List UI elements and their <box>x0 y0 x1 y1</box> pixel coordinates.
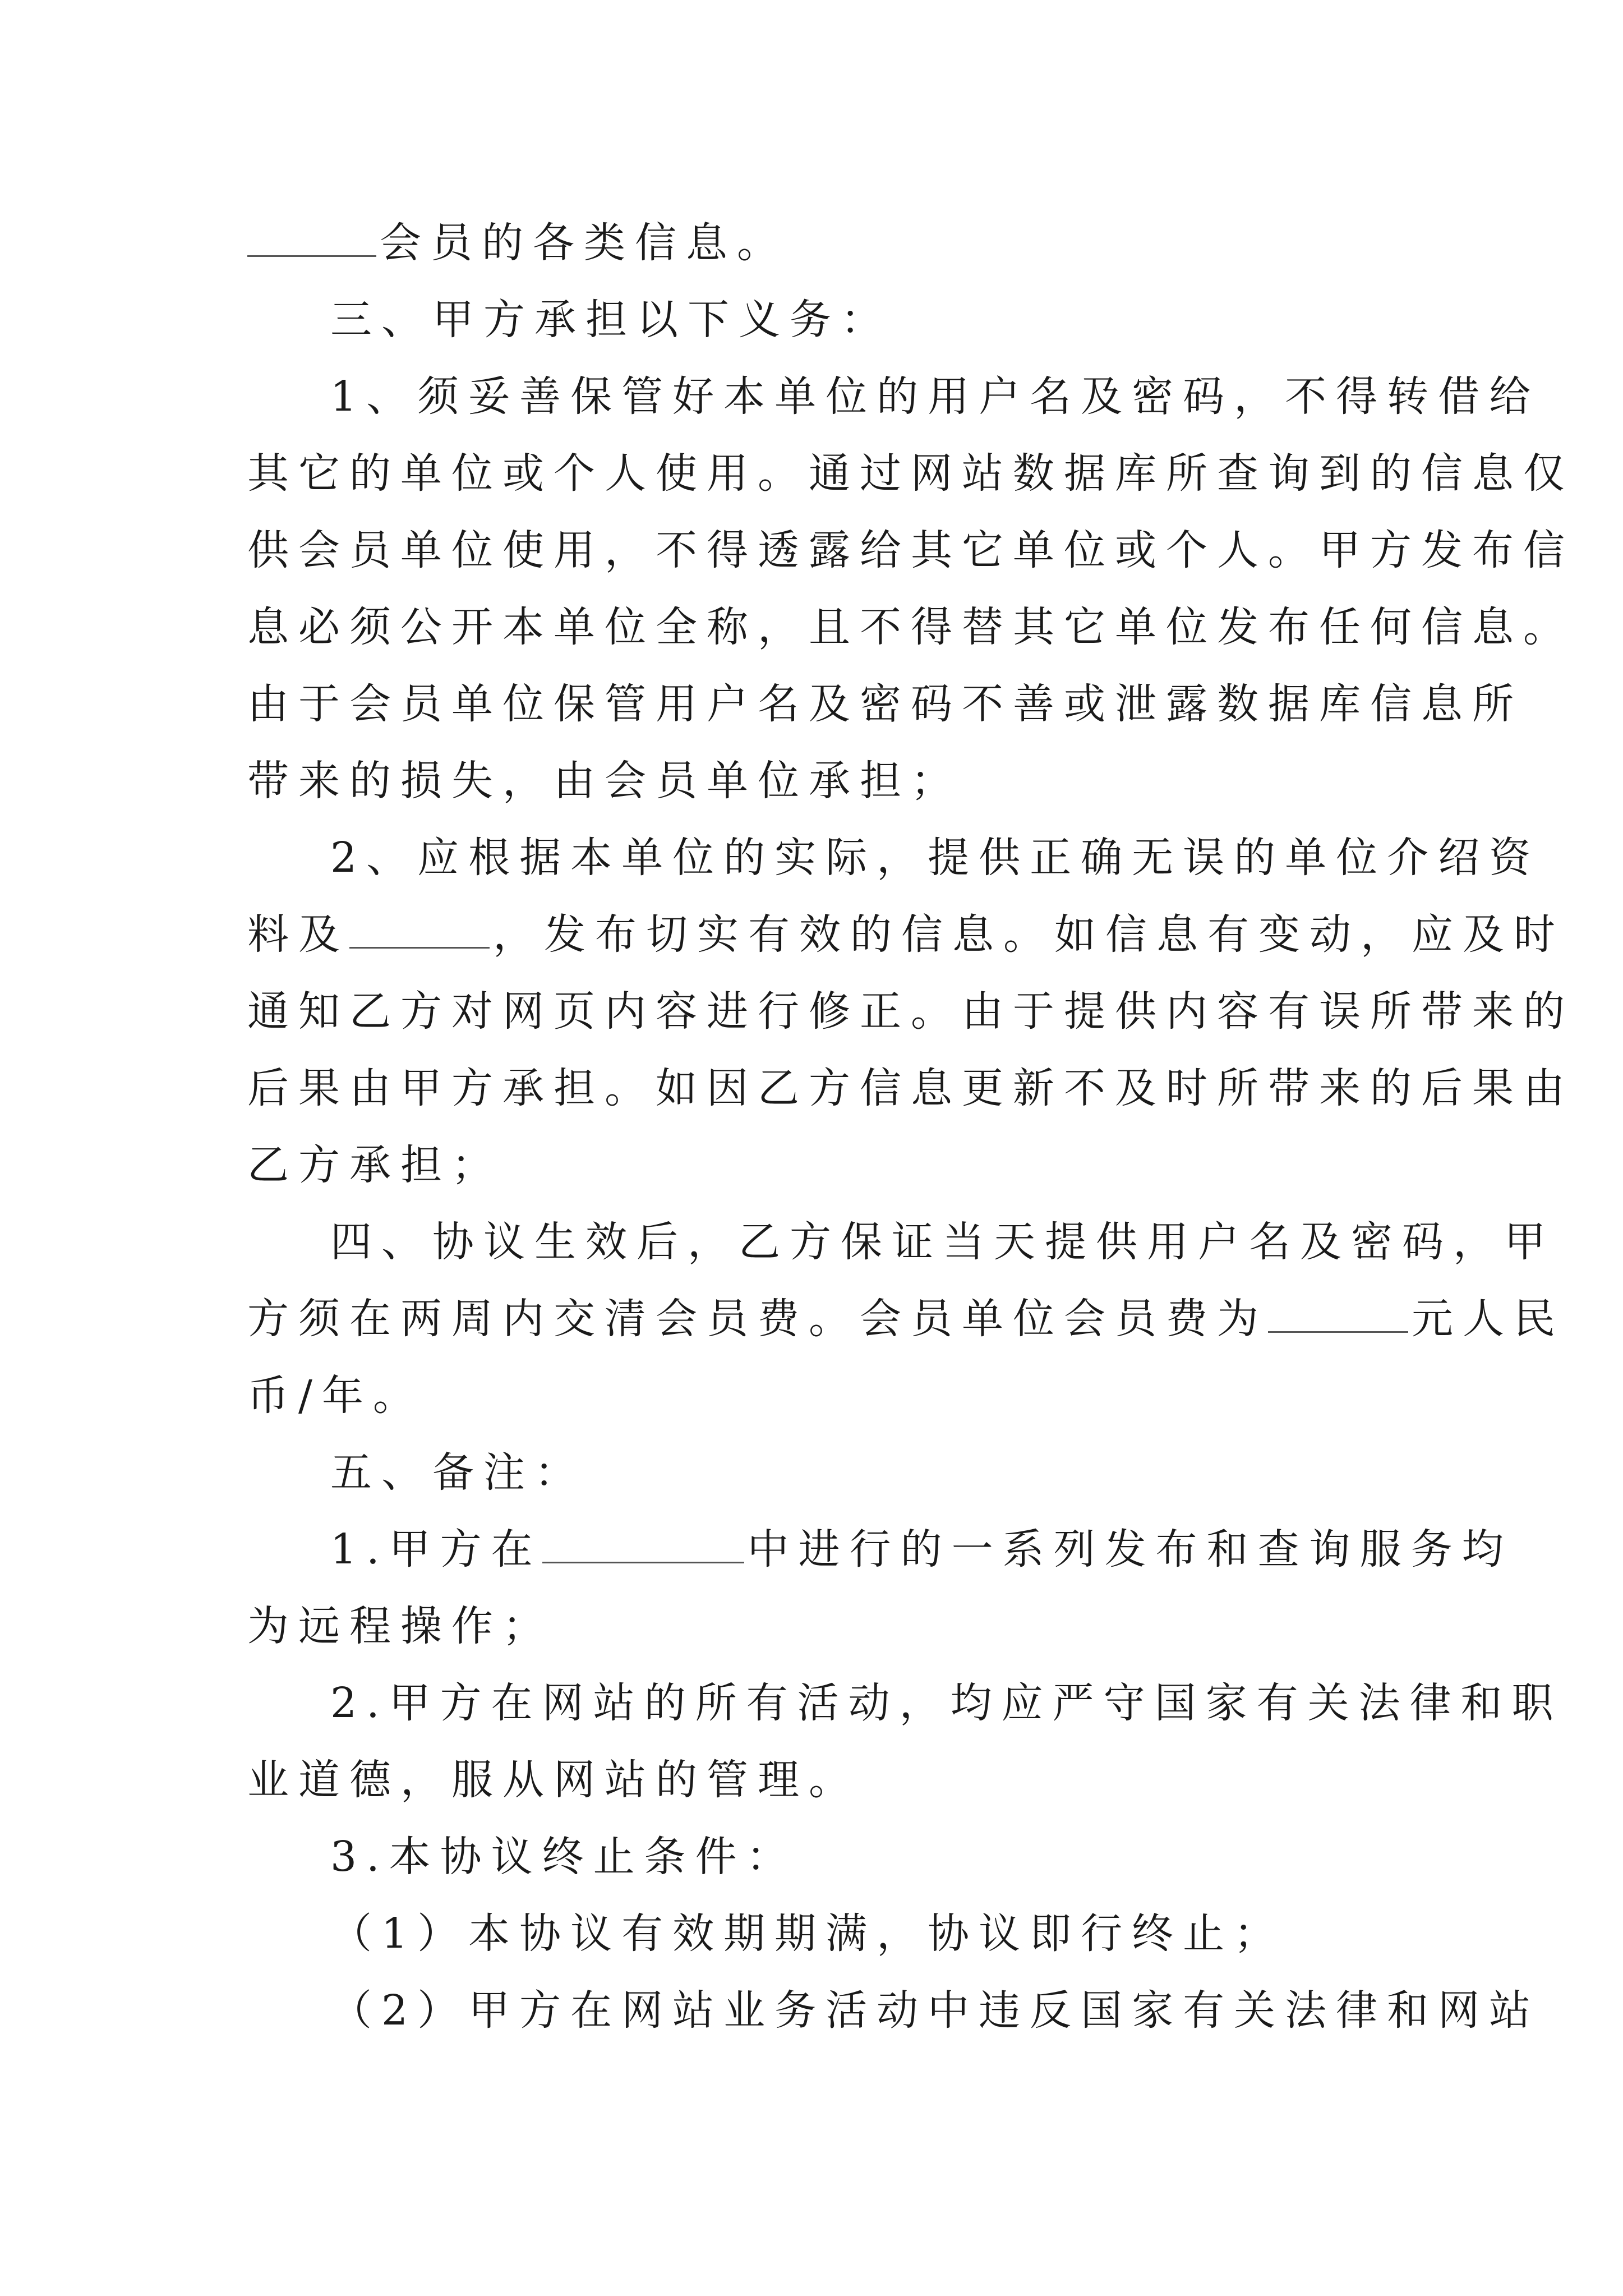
text-line: 供会员单位使用，不得透露给其它单位或个人。甲方发布信 <box>247 526 1574 574</box>
fill-in-blank <box>247 218 376 257</box>
section-heading-4: 四、协议生效后，乙方保证当天提供用户名及密码，甲 <box>330 1218 1555 1266</box>
section-heading-3: 三、甲方承担以下义务： <box>330 296 892 344</box>
text-line: （1）本协议有效期期满，协议即行终止； <box>330 1910 1285 1958</box>
text-line: （2）甲方在网站业务活动中违反国家有关法律和网站 <box>330 1986 1541 2035</box>
text-line: 会员的各类信息。 <box>247 205 1386 282</box>
text-line: 由于会员单位保管用户名及密码不善或泄露数据库信息所 <box>247 680 1523 728</box>
text-line: 其它的单位或个人使用。通过网站数据库所查询到的信息仅 <box>247 449 1574 498</box>
fill-in-blank <box>1268 1294 1408 1333</box>
text-line: 1.甲方在 中进行的一系列发布和查询服务均 <box>330 1525 1513 1573</box>
text-line: 币/年。 <box>247 1372 424 1420</box>
text-line: 为远程操作； <box>247 1602 554 1650</box>
text-line: 业道德，服从网站的管理。 <box>247 1756 860 1804</box>
text-line: 2、应根据本单位的实际，提供正确无误的单位介绍资 <box>330 834 1541 882</box>
text-line: 乙方承担； <box>247 1141 502 1189</box>
text-line: 2.甲方在网站的所有活动，均应严守国家有关法律和职 <box>330 1679 1563 1727</box>
text-line: 息必须公开本单位全称，且不得替其它单位发布任何信息。 <box>247 603 1574 651</box>
text-line: 1、须妥善保管好本单位的用户名及密码，不得转借给 <box>330 372 1541 421</box>
fill-in-blank <box>542 1525 744 1563</box>
text-line: 3.本协议终止条件： <box>330 1833 797 1881</box>
text-line: 料及 ，发布切实有效的信息。如信息有变动，应及时 <box>247 910 1565 959</box>
text-line: 通知乙方对网页内容进行修正。由于提供内容有误所带来的 <box>247 987 1574 1036</box>
text-line: 后果由甲方承担。如因乙方信息更新不及时所带来的后果由 <box>247 1064 1574 1112</box>
fill-in-blank <box>349 910 490 949</box>
document-body <box>247 205 1574 2049</box>
text-line: 带来的损失，由会员单位承担； <box>247 757 962 805</box>
section-heading-5: 五、备注： <box>330 1448 585 1497</box>
text-line: 方须在两周内交清会员费。会员单位会员费为 元人民 <box>247 1295 1565 1343</box>
